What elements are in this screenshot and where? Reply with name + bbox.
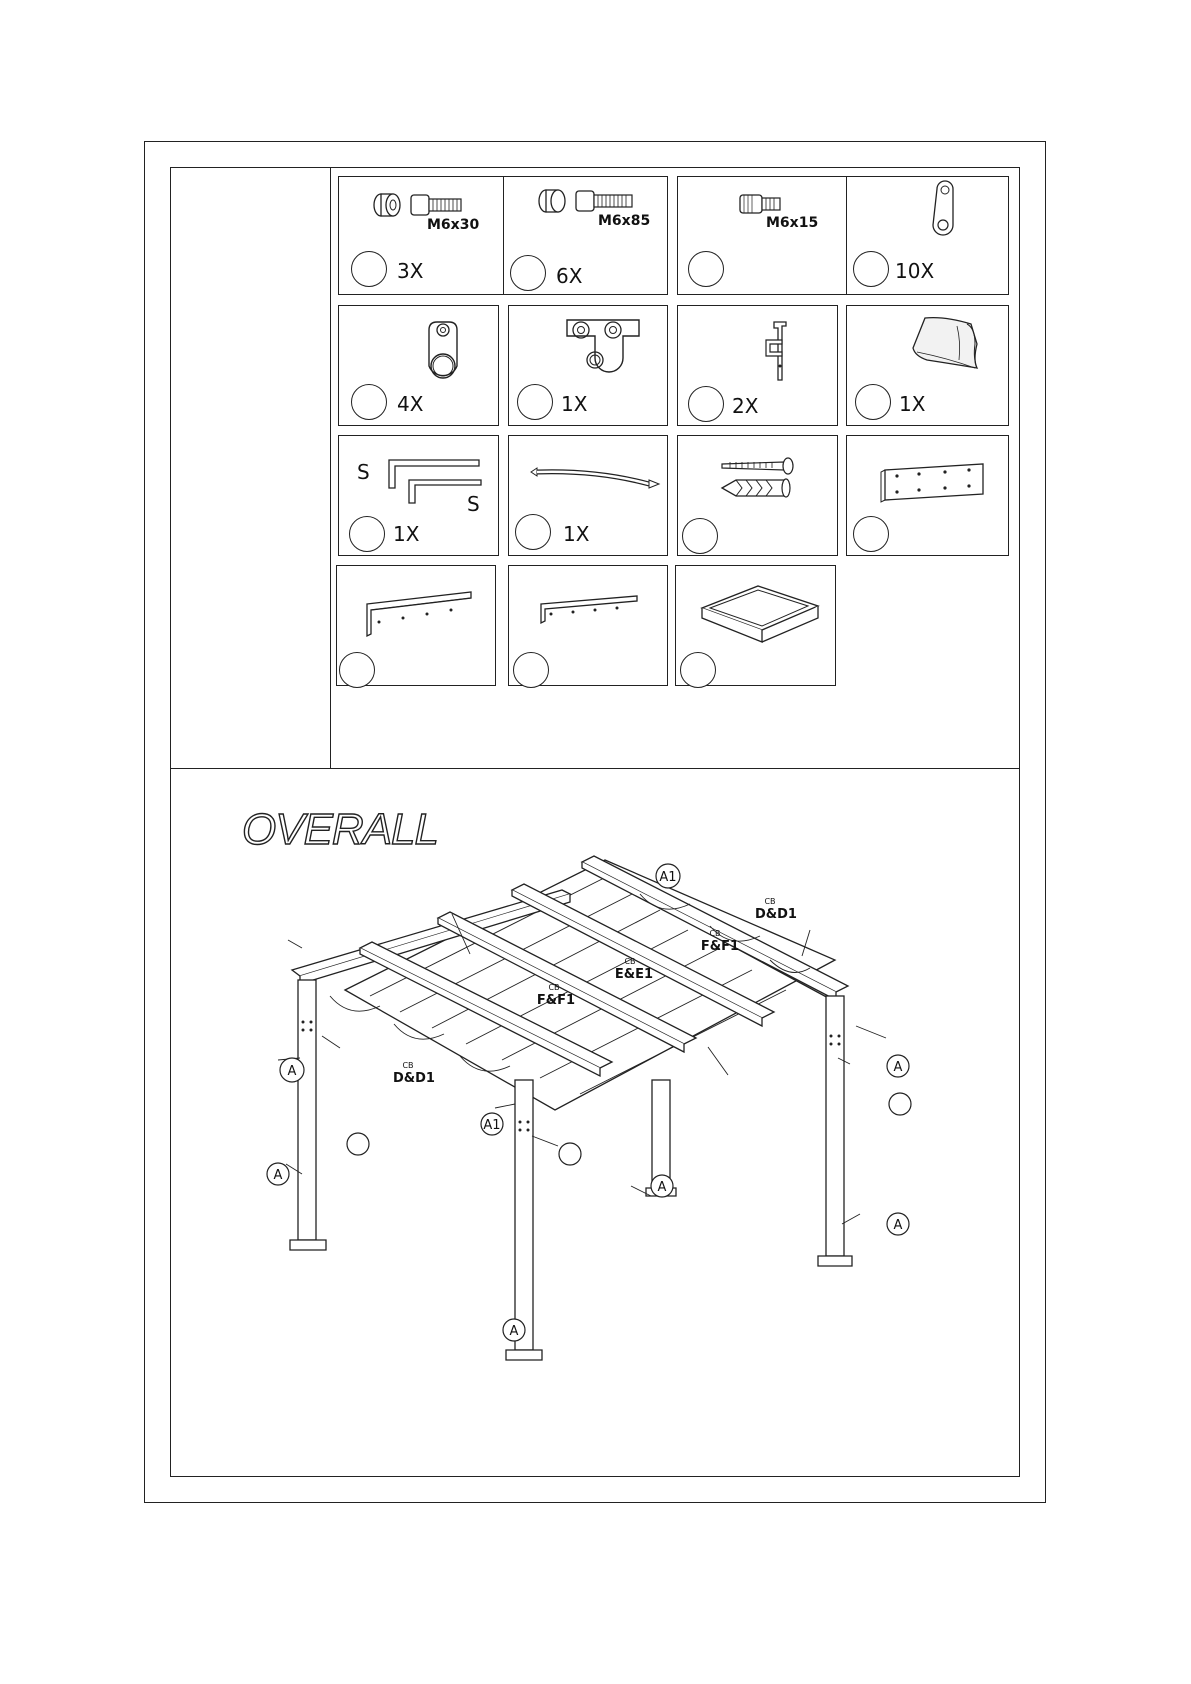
overall-title: OVERALL xyxy=(242,805,438,854)
part-cell-allen-keys xyxy=(338,435,499,556)
part-cell-channel-short xyxy=(508,565,668,686)
label-a: A xyxy=(273,1168,283,1183)
label-a1: A1 xyxy=(659,870,677,885)
part-letter-circle xyxy=(517,384,553,420)
part-cell-bracket-single xyxy=(338,305,499,426)
label-ff1: F&F1 xyxy=(700,939,740,954)
part-cell-link xyxy=(846,176,1009,295)
post-back-left xyxy=(652,1080,670,1188)
part-cell-screws xyxy=(677,435,838,556)
part-cell-bolt-m6x15 xyxy=(677,176,848,295)
label-cb: CB xyxy=(624,957,636,966)
part-letter-circle xyxy=(682,518,718,554)
bolt-size-label: M6x85 xyxy=(598,213,651,229)
qty-label: 10X xyxy=(895,259,935,283)
qty-label: 3X xyxy=(397,259,424,283)
qty-label: 1X xyxy=(561,392,588,416)
part-letter-circle xyxy=(510,255,546,291)
part-letter-circle xyxy=(515,514,551,550)
part-cell-bracket-double xyxy=(508,305,668,426)
part-letter-circle xyxy=(351,384,387,420)
post-front-left xyxy=(298,980,316,1240)
part-letter-circle xyxy=(351,251,387,287)
part-cell-bolt-m6x30 xyxy=(338,176,505,295)
label-a: A xyxy=(509,1324,519,1339)
label-ee1: E&E1 xyxy=(614,967,654,982)
size-s-label: S xyxy=(357,460,370,484)
part-cell-hook xyxy=(677,305,838,426)
label-cb: CB xyxy=(402,1061,414,1070)
post-front-center xyxy=(515,1080,533,1350)
post-front-right xyxy=(826,996,844,1256)
label-cb: CB xyxy=(764,897,776,906)
size-s-label: S xyxy=(467,492,480,516)
qty-label: 6X xyxy=(556,264,583,288)
part-letter-circle xyxy=(339,652,375,688)
part-letter-circle xyxy=(853,251,889,287)
part-letter-circle xyxy=(349,516,385,552)
part-letter-circle xyxy=(513,652,549,688)
label-ff1: F&F1 xyxy=(536,993,576,1008)
qty-label: 2X xyxy=(732,394,759,418)
parts-divider xyxy=(170,768,1020,769)
label-cb: CB xyxy=(709,929,721,938)
part-cell-bolt-m6x85 xyxy=(503,176,668,295)
qty-label: 1X xyxy=(563,522,590,546)
part-letter-circle xyxy=(688,251,724,287)
part-cell-channel-long xyxy=(336,565,496,686)
qty-label: 1X xyxy=(393,522,420,546)
part-letter-circle xyxy=(688,386,724,422)
label-a1: A1 xyxy=(483,1118,501,1133)
label-a: A xyxy=(893,1218,903,1233)
label-cb: CB xyxy=(548,983,560,992)
label-dd1: D&D1 xyxy=(755,907,797,922)
label-a: A xyxy=(657,1180,667,1195)
part-cell-canopy xyxy=(846,305,1009,426)
label-a: A xyxy=(287,1064,297,1079)
label-dd1: D&D1 xyxy=(393,1071,435,1086)
qty-label: 4X xyxy=(397,392,424,416)
part-cell-plate xyxy=(846,435,1009,556)
label-a: A xyxy=(893,1060,903,1075)
pergola-diagram xyxy=(170,800,1020,1440)
part-cell-tray xyxy=(675,565,836,686)
part-cell-cable xyxy=(508,435,668,556)
bolt-size-label: M6x15 xyxy=(766,215,819,231)
qty-label: 1X xyxy=(899,392,926,416)
part-letter-circle xyxy=(855,384,891,420)
bolt-size-label: M6x30 xyxy=(427,217,480,233)
part-letter-circle xyxy=(680,652,716,688)
side-divider xyxy=(330,167,331,768)
part-letter-circle xyxy=(853,516,889,552)
